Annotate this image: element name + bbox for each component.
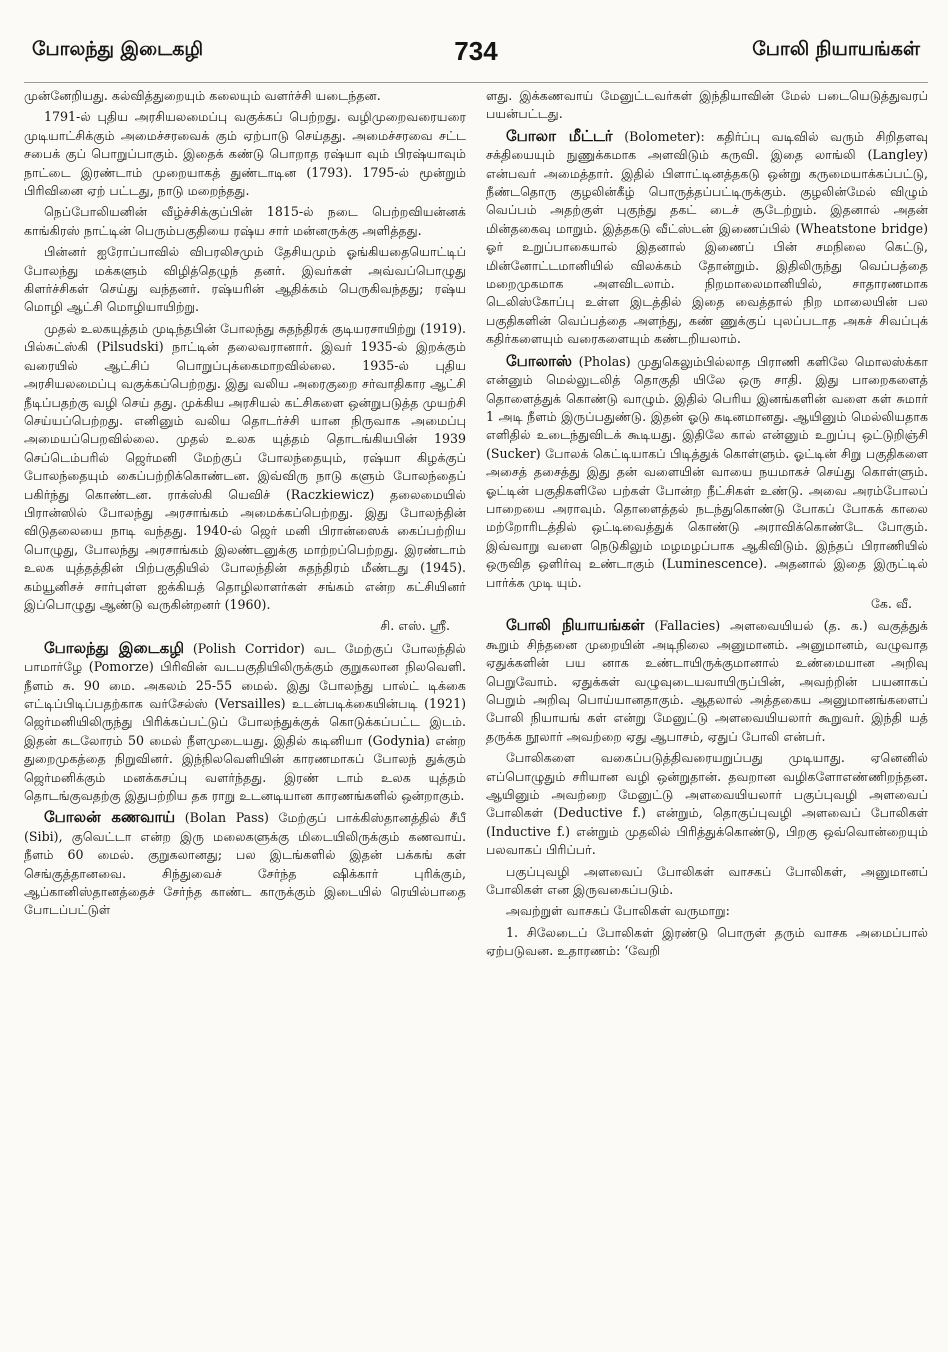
paragraph: பின்னர் ஐரோப்பாவில் விபரலிசமும் தேசியமும் ஓங்கியதையொட்டிப் போலந்து மக்களும் விழித்தெழுந் தனர். இவர்கள் அவ்வப்பொழுது கிளர்ச்சிகள் செய்து வந்தனர். ரஷ்யரின் ஆதிக்கம் பெருகிவந்தது; ரஷ்ய மொழி ஆட்சி மொழியாயிற்று.: [24, 244, 466, 315]
right-column: [486, 87, 928, 964]
page-number: 734: [454, 36, 498, 66]
entry-pholas: [486, 352, 928, 592]
entry-body: (Fallacies) அளவையியல் (த. க.) வகுத்துக் கூறும் சிந்தனை முறையின் அடிநிலை அனுமானம். அனுமானம், வழுவாத ஏதுக்களின் பய னாக உண்டாயிருக்குமானால் உண்மையான அறிவு பெறுவோம். ஏதுக்கள் வழுவுடையவாயிருப்பின், அவற்றின் பயனாகப் பெறும் அறிவு பொய்யானதாகும். ஆதலால் அத்தகைய அனுமானங்களைப் போலி நியாயங் கள் என்று மேனுட்டு அளவையியலார் கூறுவர். இந்தி யத் தருக்க நூலார் அவற்றை ஏது ஆபாசம், ஏதுப் போலி என்பர்.: [486, 618, 928, 744]
left-column: [24, 87, 466, 964]
entry-heading: போலா மீட்டர்: [506, 126, 613, 145]
entry-heading: போலாஸ்: [506, 351, 573, 370]
entry-fallacies: [486, 616, 928, 746]
paragraph: நெப்போலியனின் வீழ்ச்சிக்குப்பின் 1815-ல் நடை பெற்றவியன்னக் காங்கிரஸ் நாட்டின் பெரும்பகுதியை ரஷ்ய சார் மன்னருக்கு அளித்தது.: [24, 204, 466, 238]
entry-body: (Polish Corridor) வட மேற்குப் போலந்தில் பாமார்ழே (Pomorze) பிரிவின் வடபகுதியிலிருக்கும் குறுகலான நிலவெளி. நீளம் சு. 90 மை. அகலம் 25-55 மைல். இது போலந்து பால்ட் டிக்கை எட்டிப்பிடிப்பதற்காக வர்சேல்ஸ் (Versailles) உடன்படிக்கையின்படி (1921) ஜெர்மனியிலிருந்து பிரிக்கப்பட்டுப் போலந்துக்குக் கொடுக்கப்பட்ட இடம். இதன் கடலோரம் 50 மைல் நீளமுடையது. இதில் கடினியா (Godynia) என்ற துறைமுகத்தை நிறுவினர். இந்நிலவெளியின் காரணமாகப் போலந் துக்கும் ஜெர்மனிக்கும் மனக்கசப்பு வளர்ந்தது. இரண் டாம் உலக யுத்தம் தொடங்குவதற்கு இதுபற்றிய தக ராறு உடனடியான காரணங்களில் ஒன்றாகும்.: [24, 640, 466, 804]
paragraph: அவற்றுள் வாசகப் போலிகள் வருமாறு:: [506, 903, 730, 919]
two-column-body: [24, 87, 928, 964]
entry-heading: போலி நியாயங்கள்: [506, 616, 645, 635]
entry-bolometer: [486, 127, 928, 349]
page-header: [24, 36, 928, 83]
entry-body: (Bolan Pass) மேற்குப் பாக்கிஸ்தானத்தில் சீபீ (Sibi), குவெட்டா என்ற இரு மலைகளுக்கு மிடையிலிருக்கும் கணவாய். நீளம் 60 மைல். குறுகலானது; பல இடங்களில் இதன் பக்கங் கள் செங்குத்தானவை. சிந்துவைச் சேர்ந்த ஷிக்கார் புரிக்கும், ஆப்கானிஸ்தானத்தைச் சேர்ந்த காண்ட காருக்கும் இடையில் ரெயில்பாதை போடப்பட்டுள்: [24, 810, 466, 918]
paragraph: 1791-ல் புதிய அரசியலமைப்பு வகுக்கப் பெற்றது. வழிமுறைவரையரை முடியாட்சிக்கும் அமைச்சரவைக் கும் ஏற்பாடு செய்தது. அமைச்சரவை சட்ட சபைக் குப் பொறுப்பாகும். இதைக் கண்டு பொறாத ரஷ்யா வும் பிரஷ்யாவும் நாட்டை இரண்டாம் முறையாகத் துண்டாடின (1793). 1795-ல் மூன்றும் பிரிவினை ஏற் பட்டது, நாடு மறைந்தது.: [24, 109, 466, 199]
paragraph: போலிகளை வகைப்படுத்திவரையறுப்பது முடியாது. ஏனெனில் எப்பொழுதும் சரியான வழி ஒன்றுதான். தவறான வழிகளோஎண்ணிறந்தன. ஆயினும் அவற்றை மேனுட்டு அளவையியலார் பகுப்புவழி அளவைப் போலிகள் (Deductive f.) என்றும், தொகுப்புவழி அளவைப் போலிகள் (Inductive f.) என்றும் முதலில் பிரித்துக்கொண்டு, பிறகு ஒவ்வொன்றையும் பலவாகப் பிரிப்பர்.: [486, 750, 928, 858]
entry-heading: போலந்து இடைகழி: [44, 638, 184, 657]
entry-heading: போலன் கணவாய்: [44, 808, 176, 827]
paragraph: 1. சிலேடைப் போலிகள் இரண்டு பொருள் தரும் வாசக அமைப்பால் ஏற்படுவன. உதாரணம்: ‘வேறி: [486, 924, 928, 959]
entry-bolan-pass: [24, 808, 466, 919]
paragraph: முன்னேறியது. கல்வித்துறையும் கலையும் வளர்ச்சி யடைந்தன.: [24, 88, 381, 103]
running-head-right: போலி நியாயங்கள்: [752, 38, 920, 60]
paragraph: ளது. இக்கணவாய் மேனுட்டவர்கள் இந்தியாவின் மேல் படையெடுத்துவரப் பயன்பட்டது.: [486, 88, 928, 122]
entry-polish-corridor: [24, 639, 466, 806]
entry-body: (Bolometer): கதிர்ப்பு வடிவில் வரும் சிறிதளவு சக்தியையும் நுணுக்கமாக அளவிடும் கருவி. இதை லாங்லி (Langley) என்பவர் அமைத்தார். இதில் பிளாட்டினத்தகடு ஒன்று கருமையாக்கப்பட்டு, நீண்டதொரு குழலின்கீழ் பொருத்தப்பட்டிருக்கும். குழலின்மேல் விழும் வெப்பம் அதற்குள் புகுந்து தகட் டைச் சூடேற்றும். இதனால் அதன் மின்தகைவு மாறும். இத்தகடு வீட்ஸ்டன் இணைப்பில் (Wheatstone bridge) ஓர் உறுப்பாகையால் இதனால் இணைப் பின் சமநிலை கெட்டு, மின்னோட்டமானியில் விலக்கம் தோன்றும். இதிலிருந்து வெப்பத்தை மறைமுகமாக அளவிடலாம். நிறமாலைமானியில், சாதாரணமாக டெலிஸ்கோப்பு உள்ள இடத்தில் இதை வைத்தால் நிற மாலையின் பல பகுதிகளின் வெப்பத்தை அளந்து, கண் ணுக்குப் புலப்படாத அகச் சிவப்புக் கதிர்களையும் வரைகளையும் கண்டறியலாம்.: [486, 128, 928, 347]
running-head-left: போலந்து இடைகழி: [32, 38, 204, 60]
author-signature: சி. எஸ். ஸ்ரீ.: [380, 618, 450, 634]
paragraph: பகுப்புவழி அளவைப் போலிகள் வாசகப் போலிகள், அனுமானப் போலிகள் என இருவகைப்படும்.: [486, 863, 928, 898]
author-signature: கே. வீ.: [870, 595, 912, 611]
paragraph: முதல் உலகயுத்தம் முடிந்தபின் போலந்து சுதந்திரக் குடியரசாயிற்று (1919). பில்சுட்ஸ்கி (Pilsudski) நாட்டின் தலைவரானார். இவர் 1935-ல் இறக்கும் வரையில் ஆட்சிப் பொறுப்புக்கைமாறவில்லை. 1935-ல் புதிய அரசியலமைப்பு வகுக்கப்பெற்றது. இது வலிய அரைகுறை சர்வாதிகார ஆட்சி நீடிப்பதற்கு வழி செய் தது. முக்கிய அரசியல் கட்சிகளை ஒன்றுபடுத்த முயற்சி செய்யப்பெற்றது. எனினும் வலிய தொடர்ச்சி யான நிருவாக அமைப்பு அமையப்பெறவில்லை. முதல் உலக யுத்தம் தொடங்கியபின் 1939 செப்டெம்பரில் ஜெர்மனி மேற்குப் போலந்தையும், ரஷ்யா கிழக்குப் போலந்தையும் கைப்பற்றிக்கொண்டன. இவ்விரு நாடு களும் போலந்தைப் பகிர்ந்து கொண்டன. ராக்ஸ்கி யெவிச் (Raczkiewicz) தலைமையில் பிரான்ஸில் போலந்து அரசாங்கம் அமைக்கப்பெற்றது. இது போலந்தின் விடுதலையை நாடி வந்தது. 1940-ல் ஜெர் மனி பிரான்ஸைக் கைப்பற்றிய பொழுது, போலந்து அரசாங்கம் இலண்டனுக்கு மாற்றப்பெற்றது. இரண்டாம் உலக யுத்தத்தின் பிற்பகுதியில் போலந்தின் சுதந்திரம் மீண்டது (1945). கம்யூனிசச் சார்புள்ள ஐக்கியத் தொழிலாளர்கள் சங்கம் என்ற கட்சியினர் இப்பொழுது ஆண்டு வருகின்றனர் (1960).: [24, 320, 466, 612]
entry-body: (Pholas) முதுகெலும்பில்லாத பிராணி களிலே மொலஸ்க்கா என்னும் மெல்லுடலித் தொகுதி யிலே ஒரு சாதி. இது பாறைகளைத் தொளைத்துக் கொண்டு வாழும். இதில் பெரிய இனங்களின் வளை கள் சுமார் 1 அடி நீளம் இருப்பதுண்டு. இதன் ஓடு கடினமானது. ஆயினும் மெல்லியதாக எளிதில் உடைந்துவிடக் கூடியது. இதிலே கால் என்னும் உறுப்பு ஒட்டுறிஞ்சி (Sucker) போலக் கெட்டியாகப் பிடித்துக் கொள்ளும். ஓட்டின் சிறு பகுதிகளை அசைத் தசைத்து இது தன் வளையின் வாயை நயமாகச் செய்து கொள்ளும். ஓட்டின் பகுதிகளிலே பற்கள் போன்ற நீட்சிகள் உண்டு. அவை அரம்போலப் பாறையை அராவும். தொளைத்தல் நடந்துகொண்டு போகப் போகக் காலை மற்றோரிடத்தில் ஒட்டிவைத்துக் கொண்டு அராவிக்கொண்டே போகும். இவ்வாறு வளை நெடுகிலும் மழமழப்பாக ஆகிவிடும். இந்தப் பிராணியில் ஒருவித ஒளிர்வு உண்டாகும் (Luminescence). அதனால் இதை இருட்டில் பார்க்க முடி யும்.: [486, 353, 928, 590]
